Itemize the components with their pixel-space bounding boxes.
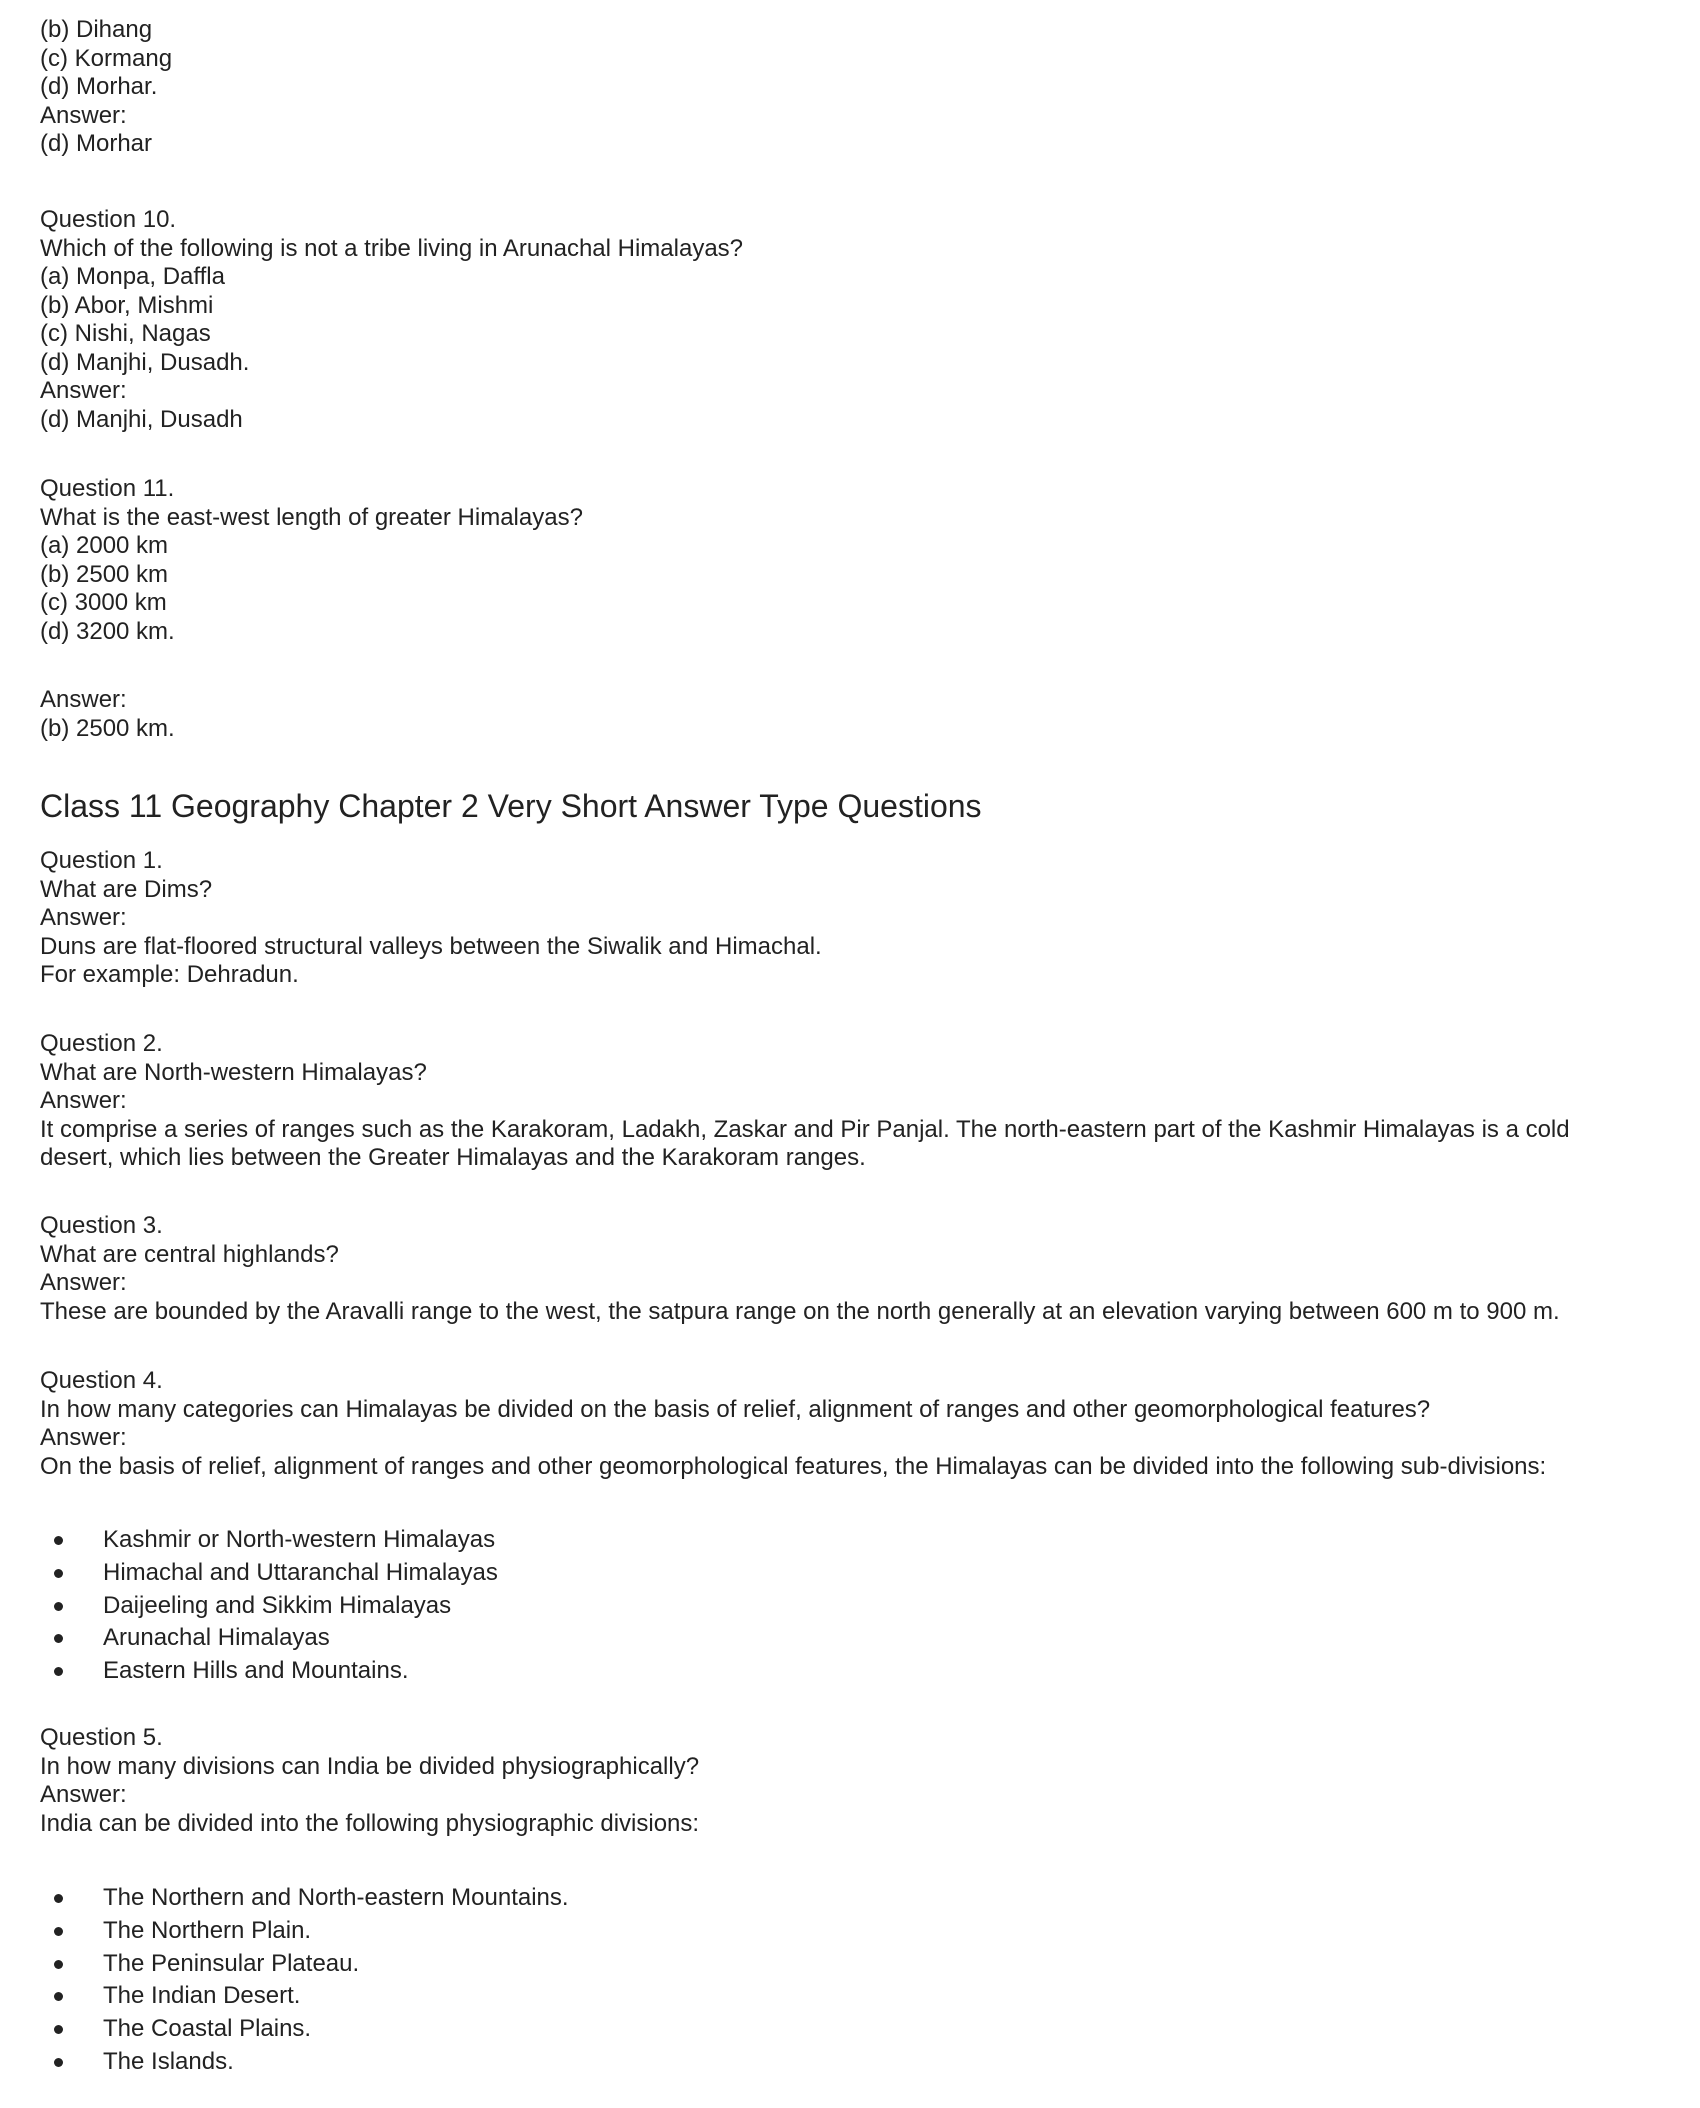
question-number: Question 2. <box>40 1030 163 1057</box>
list-item <box>0 1980 569 2013</box>
bullet-icon <box>54 1602 63 1611</box>
answer-label: Answer: <box>40 1424 127 1451</box>
answer-text: (d) Manjhi, Dusadh <box>40 405 243 433</box>
question-number: Question 5. <box>40 1724 163 1751</box>
list-item-text: Himachal and Uttaranchal Himalayas <box>103 1558 498 1586</box>
question-11-answer <box>40 686 1660 743</box>
list-item-text: The Islands. <box>103 2047 234 2075</box>
list-item-text: Eastern Hills and Mountains. <box>103 1657 409 1685</box>
list-item <box>0 2013 569 2046</box>
bullet-icon <box>54 1894 63 1903</box>
list-item-text: The Coastal Plains. <box>103 2015 312 2043</box>
option: (d) Morhar. <box>40 73 158 100</box>
list-item-text: The Peninsular Plateau. <box>103 1949 360 1977</box>
list-item-text: Daijeeling and Sikkim Himalayas <box>103 1591 452 1619</box>
question-number: Question 1. <box>40 847 163 874</box>
list-item <box>0 1557 498 1590</box>
list-item-text: The Indian Desert. <box>103 1982 301 2010</box>
list-item-text: The Northern and North-eastern Mountains. <box>103 1884 569 1911</box>
option: (b) Dihang <box>40 16 153 43</box>
list-item-text: Arunachal Himalayas <box>103 1624 330 1652</box>
list-item <box>0 1622 498 1655</box>
answer-label: Answer: <box>40 1269 127 1296</box>
answer-text: For example: Dehradun. <box>40 961 299 988</box>
option: (a) 2000 km <box>40 532 169 559</box>
bullet-icon <box>54 2058 63 2067</box>
section-heading: Class 11 Geography Chapter 2 Very Short Answer Type Questions <box>40 788 982 824</box>
list-item <box>0 1948 569 1981</box>
question-number: Question 3. <box>40 1212 163 1239</box>
list-item <box>0 1915 569 1948</box>
answer-text: India can be divided into the following physiographic divisions: <box>40 1809 700 1837</box>
bullet-icon <box>54 1960 63 1969</box>
option: (d) 3200 km. <box>40 617 175 645</box>
question-text: In how many categories can Himalayas be divided on the basis of relief, alignment of ranges and other geomorphological features? <box>40 1395 1431 1423</box>
list-item <box>0 2046 569 2079</box>
bullet-icon <box>54 2025 63 2034</box>
option: (c) Nishi, Nagas <box>40 320 211 347</box>
vsa-question-2 <box>40 1030 1640 1173</box>
question-text: In how many divisions can India be divided physiographically? <box>40 1752 700 1780</box>
answer-label: Answer: <box>40 1087 127 1114</box>
option: (c) Kormang <box>40 44 173 72</box>
list-item <box>0 1590 498 1623</box>
question-text: What is the east-west length of greater Himalayas? <box>40 503 583 531</box>
question-text: Which of the following is not a tribe living in Arunachal Himalayas? <box>40 234 744 262</box>
list-item-text: Kashmir or North-western Himalayas <box>103 1526 496 1553</box>
list-item <box>0 1882 569 1915</box>
india-physiographic-divisions-list <box>0 1882 569 2079</box>
question-11 <box>40 475 1660 646</box>
bullet-icon <box>54 1992 63 2001</box>
option: (c) 3000 km <box>40 589 167 616</box>
answer-label: Answer: <box>40 1781 127 1808</box>
question-text: What are central highlands? <box>40 1240 339 1268</box>
answer-text: (b) 2500 km. <box>40 714 175 742</box>
bullet-icon <box>54 1634 63 1643</box>
list-item <box>0 1524 498 1557</box>
option: (d) Manjhi, Dusadh. <box>40 348 250 376</box>
vsa-question-5 <box>40 1724 1660 1838</box>
answer-text: (d) Morhar <box>40 130 153 157</box>
question-number: Question 10. <box>40 206 177 233</box>
answer-label: Answer: <box>40 377 127 404</box>
option: (b) Abor, Mishmi <box>40 291 214 319</box>
question-text: What are North-western Himalayas? <box>40 1058 427 1086</box>
question-text: What are Dims? <box>40 875 213 903</box>
bullet-icon <box>54 1667 63 1676</box>
bullet-icon <box>54 1569 63 1578</box>
list-item <box>0 1655 498 1688</box>
answer-label: Answer: <box>40 101 127 129</box>
prev-question-tail <box>40 16 1660 159</box>
answer-text: These are bounded by the Aravalli range to the west, the satpura range on the north generally at an elevation varying between 600 m to 900 m. <box>40 1297 1560 1325</box>
answer-text: On the basis of relief, alignment of ranges and other geomorphological features, the Himalayas can be divided into the following sub-divisions: <box>40 1452 1547 1480</box>
vsa-question-1 <box>40 847 1660 990</box>
option: (a) Monpa, Daffla <box>40 263 225 290</box>
answer-text: Duns are flat-floored structural valleys between the Siwalik and Himachal. <box>40 932 822 960</box>
answer-label: Answer: <box>40 686 127 713</box>
list-item-text: The Northern Plain. <box>103 1916 312 1944</box>
bullet-icon <box>54 1927 63 1936</box>
option: (b) 2500 km <box>40 560 169 588</box>
answer-text: It comprise a series of ranges such as the Karakoram, Ladakh, Zaskar and Pir Panjal. The north-eastern part of the Kashmir Himalayas is a cold desert, which lies between the Greater Himalayas and the Karakoram ranges. <box>40 1115 1577 1171</box>
question-10 <box>40 206 1660 434</box>
question-number: Question 11. <box>40 475 175 502</box>
vsa-question-4 <box>40 1367 1660 1481</box>
bullet-icon <box>54 1536 63 1545</box>
himalaya-subdivisions-list <box>0 1524 498 1688</box>
answer-label: Answer: <box>40 904 127 931</box>
vsa-question-3 <box>40 1212 1660 1326</box>
question-number: Question 4. <box>40 1367 163 1394</box>
